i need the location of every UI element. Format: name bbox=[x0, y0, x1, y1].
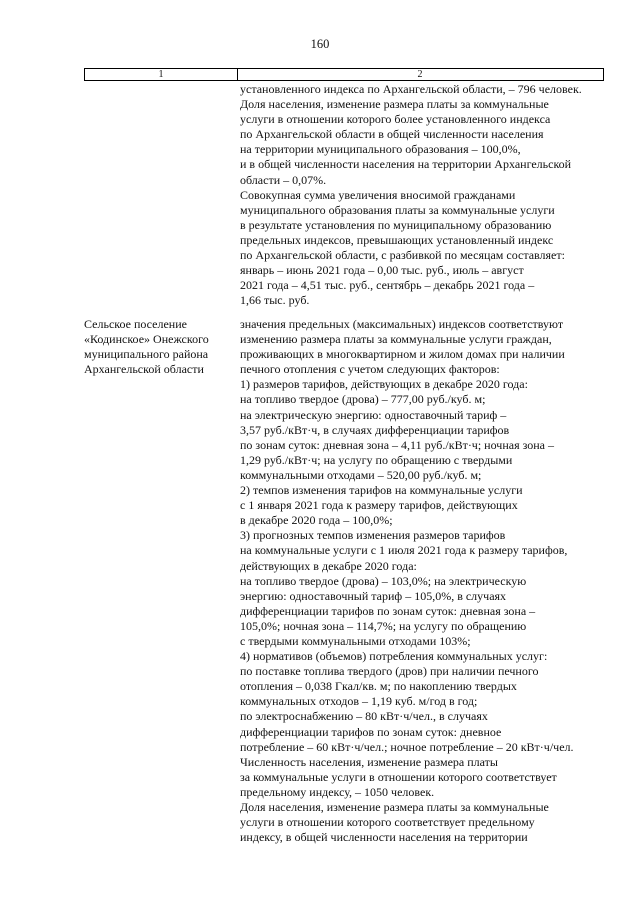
text-line: в результате установления по муниципальному образованию bbox=[240, 217, 552, 232]
text-line: с 1 января 2021 года к размеру тарифов, действующих bbox=[240, 498, 518, 513]
text-line: Доля населения, изменение размера платы за коммунальные bbox=[240, 97, 549, 112]
text-line: за коммунальные услуги в отношении которого соответствует bbox=[240, 769, 557, 784]
municipality-name bbox=[84, 317, 236, 377]
text-line: Численность населения, изменение размера платы bbox=[240, 754, 498, 769]
text-line: 3,57 руб./кВт·ч, в случаях дифференциации тарифов bbox=[240, 422, 510, 437]
table-row-continuation-text bbox=[240, 82, 605, 308]
text-line: 1,66 тыс. руб. bbox=[240, 293, 310, 308]
municipality-line: муниципального района bbox=[84, 347, 209, 362]
text-line: январь – июнь 2021 года – 0,00 тыс. руб., июль – август bbox=[240, 263, 524, 278]
text-line: Доля населения, изменение размера платы за коммунальные bbox=[240, 800, 549, 814]
text-line: изменению размера платы за коммунальные услуги граждан, bbox=[240, 332, 552, 347]
text-line: муниципального образования платы за коммунальные услуги bbox=[240, 202, 555, 217]
text-line: печного отопления с учетом следующих факторов: bbox=[240, 362, 500, 377]
text-line: действующих в декабре 2020 года: bbox=[240, 558, 417, 573]
text-line: и в общей численности населения на территории Архангельской bbox=[240, 157, 572, 172]
municipality-line: «Кодинское» Онежского bbox=[84, 332, 209, 347]
text-line: по поставке топлива твердого (дров) при наличии печного bbox=[240, 664, 539, 679]
text-line: 1,29 руб./кВт·ч; на услугу по обращению с твердыми bbox=[240, 452, 513, 467]
text-line: предельных индексов, превышающих установленный индекс bbox=[240, 232, 554, 247]
text-line: предельному индексу, – 1050 человек. bbox=[240, 784, 435, 799]
text-line: 4) нормативов (объемов) потребления коммунальных услуг: bbox=[240, 649, 548, 664]
text-line: по Архангельской области, с разбивкой по месяцам составляет: bbox=[240, 248, 565, 263]
text-line: дифференциации тарифов по зонам суток: дневная зона – bbox=[240, 603, 536, 618]
text-line: на топливо твердое (дрова) – 103,0%; на электрическую bbox=[240, 573, 527, 588]
column-header-1: 1 bbox=[85, 69, 238, 80]
page-number: 160 bbox=[310, 37, 330, 51]
table-header-row bbox=[84, 68, 604, 81]
text-line: на топливо твердое (дрова) – 777,00 руб./куб. м; bbox=[240, 392, 486, 407]
text-line: потребление – 60 кВт·ч/чел.; ночное потребление – 20 кВт·ч/чел. bbox=[240, 739, 574, 754]
text-line: на коммунальные услуги с 1 июля 2021 года к размеру тарифов, bbox=[240, 543, 568, 558]
text-line: 2021 года – 4,51 тыс. руб., сентябрь – декабрь 2021 года – bbox=[240, 278, 535, 293]
text-line: отопления – 0,038 Гкал/кв. м; по накоплению твердых bbox=[240, 679, 517, 694]
text-line: на территории муниципального образования – 100,0%, bbox=[240, 142, 521, 157]
municipality-line: Сельское поселение bbox=[84, 317, 187, 331]
text-line: 105,0%; ночная зона – 114,7%; на услугу по обращению bbox=[240, 618, 527, 633]
text-line: области – 0,07%. bbox=[240, 172, 327, 187]
column-header-2: 2 bbox=[417, 69, 423, 80]
text-line: индексу, в общей численности населения на территории bbox=[240, 830, 528, 845]
municipality-description bbox=[240, 317, 605, 845]
text-line: с твердыми коммунальными отходами 103%; bbox=[240, 633, 471, 648]
text-line: в декабре 2020 года – 100,0%; bbox=[240, 513, 393, 528]
text-line: значения предельных (максимальных) индексов соответствуют bbox=[240, 317, 564, 331]
text-line: 3) прогнозных темпов изменения размеров тарифов bbox=[240, 528, 506, 543]
text-line: по Архангельской области в общей численности населения bbox=[240, 127, 544, 142]
text-line: по зонам суток: дневная зона – 4,11 руб./кВт·ч; ночная зона – bbox=[240, 437, 555, 452]
text-line: энергию: одноставочный тариф – 105,0%, в случаях bbox=[240, 588, 507, 603]
text-line: по электроснабжению – 80 кВт·ч/чел., в случаях bbox=[240, 709, 488, 724]
text-line: коммунальными отходами – 520,00 руб./куб. м; bbox=[240, 467, 482, 482]
text-line: 2) темпов изменения тарифов на коммунальные услуги bbox=[240, 483, 523, 498]
municipality-line: Архангельской области bbox=[84, 362, 204, 377]
text-line: услуги в отношении которого более установленного индекса bbox=[240, 112, 551, 127]
text-line: услуги в отношении которого соответствует предельному bbox=[240, 815, 535, 830]
text-line: 1) размеров тарифов, действующих в декабре 2020 года: bbox=[240, 377, 528, 392]
text-line: коммунальных отходов – 1,19 куб. м/год в год; bbox=[240, 694, 478, 709]
text-line: на электрическую энергию: одноставочный тариф – bbox=[240, 407, 507, 422]
text-line: установленного индекса по Архангельской области, – 796 человек. bbox=[240, 82, 582, 96]
text-line: проживающих в многоквартирном и жилом домах при наличии bbox=[240, 347, 565, 362]
text-line: Совокупная сумма увеличения вносимой гражданами bbox=[240, 187, 516, 202]
text-line: дифференциации тарифов по зонам суток: дневное bbox=[240, 724, 502, 739]
